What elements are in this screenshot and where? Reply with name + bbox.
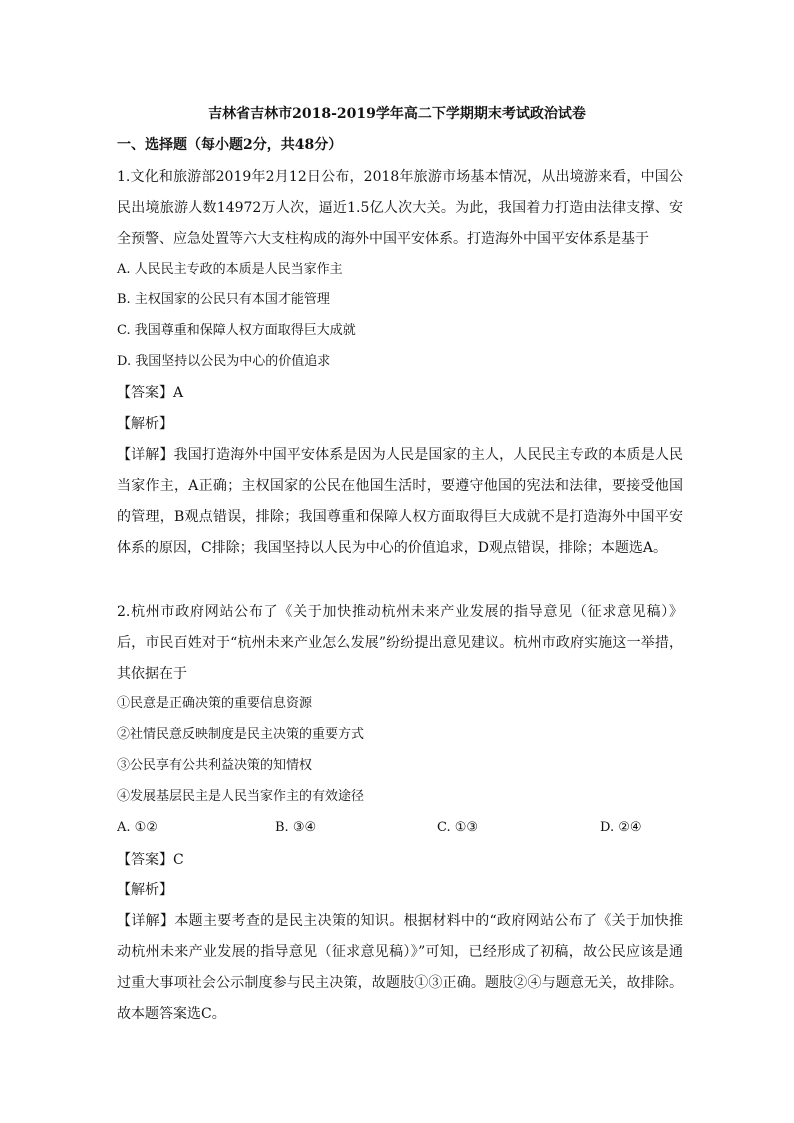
question-1-option-c: C. 我国尊重和保障人权方面取得巨大成就: [117, 323, 356, 338]
question-2-item-4: ④发展基层民主是人民当家作主的有效途径: [117, 789, 365, 804]
question-2-option-a: A. ①②: [117, 820, 158, 835]
question-2-option-c: C. ①③: [437, 820, 479, 835]
question-1-analysis-label: 【解析】: [117, 416, 173, 432]
question-2-detail: 【详解】本题主要考查的是民主决策的知识。根据材料中的“政府网站公布了《关于加快推动杭州未来产业发展的指导意见（征求意见稿）》”可知，已经形成了初稿，故公民应该是通过重大事项社会公示制度参与民主决策，故题肢①③正确。题肢②④与题意无关，故排除。故本题答案选C。: [117, 913, 683, 1022]
question-1-answer: 【答案】A: [117, 385, 184, 401]
question-1-option-b: B. 主权国家的公民只有本国才能管理: [117, 292, 330, 307]
question-2-answer: 【答案】C: [117, 852, 184, 868]
question-2-option-d: D. ②④: [600, 820, 642, 835]
question-2-item-2: ②社情民意反映制度是民主决策的重要方式: [117, 727, 365, 742]
question-2-item-1: ①民意是正确决策的重要信息资源: [117, 696, 313, 711]
question-1-option-a: A. 人民民主专政的本质是人民当家作主: [117, 262, 343, 277]
question-2-stem: 2.杭州市政府网站公布了《关于加快推动杭州未来产业发展的指导意见（征求意见稿）》后，市民百姓对于“杭州未来产业怎么发展”纷纷提出意见建议。杭州市政府实施这一举措，其依据在于: [117, 604, 683, 682]
question-1-stem: 1.文化和旅游部2019年2月12日公布，2018年旅游市场基本情况，从出境游来看，中国公民出境旅游人数14972万人次，逼近1.5亿人次大关。为此，我国着力打造由法律支撑、安全预警、应急处置等六大支柱构成的海外中国平安体系。打造海外中国平安体系是基于: [117, 169, 683, 247]
question-1-detail: 【详解】我国打造海外中国平安体系是因为人民是国家的主人，人民民主专政的本质是人民当家作主，A正确；主权国家的公民在他国生活时，要遵守他国的宪法和法律，要接受他国的管理，B观点错误，排除；我国尊重和保障人权方面取得巨大成就不是打造海外中国平安体系的原因，C排除；我国坚持以人民为中心的价值追求，D观点错误，排除；本题选A。: [117, 447, 683, 556]
section-heading: 一、选择题（每小题2分，共48分）: [117, 137, 343, 153]
page-title: 吉林省吉林市2018-2019学年高二下学期期末考试政治试卷: [208, 106, 586, 122]
question-2-analysis-label: 【解析】: [117, 882, 173, 898]
question-2-option-b: B. ③④: [275, 820, 317, 835]
question-1-option-d: D. 我国坚持以公民为中心的价值追求: [117, 354, 331, 369]
question-2-item-3: ③公民享有公共利益决策的知情权: [117, 758, 313, 773]
